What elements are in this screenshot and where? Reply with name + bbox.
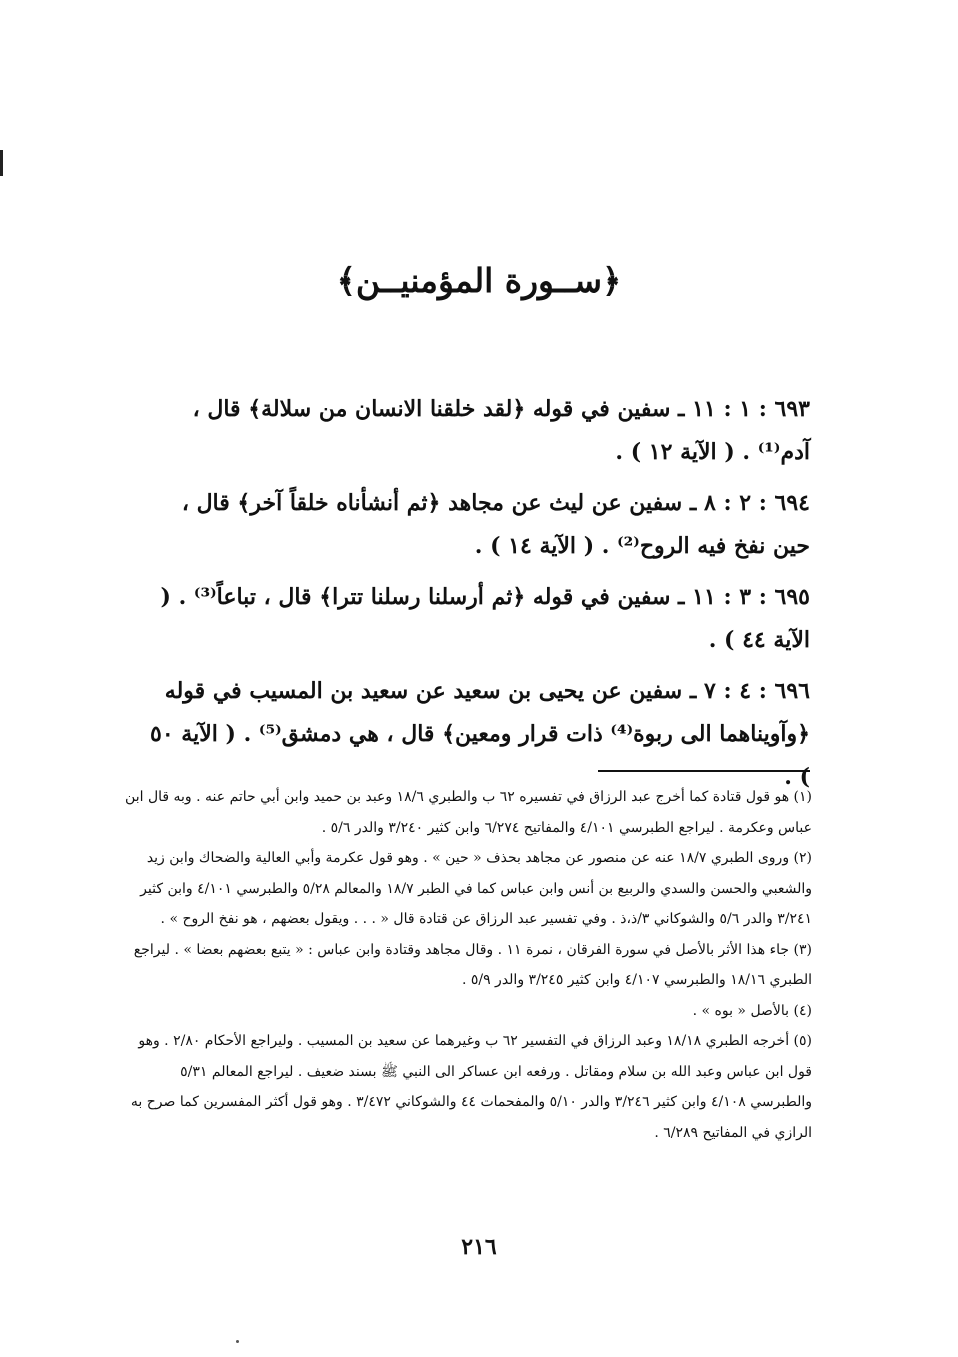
footnote-2: (٢) وروى الطبري ١٨/٧ عنه عن منصور عن مجاهد بحذف « حين » . وهو قول عكرمة وأبي العالية والضحاك وابن زيد والشعبي والحسن والسدي والربيع بن أنس وابن عباس كما في الطبر ١٨/٧ والمعالم ٥/٢٨ والطبرسي ٤/١٠١ وابن كثير ٣/٢٤١ والدر ٥/٦ والشوكاني ٣/ذ،ذ . وفي تفسير عبد الرزاق عن قتادة قال « . . . ويقول بعضهم ، هو نفخ الروح » . <box>140 850 812 927</box>
entry-694: ٦٩٤ : ٢ : ٨ ـ سفين عن ليث عن مجاهد ﴿ثم أنشأناه خلقاً آخر﴾ قال ، حين نفخ فيه الروح⁽²⁾ . ( الآية ١٤ ) . <box>181 490 810 559</box>
entry-695: ٦٩٥ : ٣ : ١١ ـ سفين في قوله ﴿ثم أرسلنا رسلنا تترا﴾ قال ، تباعاً⁽³⁾ . ( الآية ٤٤ ) . <box>160 584 810 653</box>
surah-title: ﴿ســورة المؤمنيــن﴾ <box>336 261 622 301</box>
entry-693: ٦٩٣ : ١ : ١١ ـ سفين في قوله ﴿لقد خلقنا الانسان من سلالة﴾ قال ، آدم⁽¹⁾ . ( الآية ١٢ ) . <box>192 396 810 465</box>
page-number: ٢١٦ <box>461 1234 497 1260</box>
footnote-5: (٥) أخرجه الطبري ١٨/١٨ وعبد الرزاق في التفسير ٦٢ ب وغيرهما عن سعيد بن المسيب . وليراجع الأحكام ٢/٨٠ . وهو قول ابن عباس وعبد الله بن سلام ومقاتل . ورفعه ابن عساكر الى النبي ﷺ بسند ضعيف . ليراجع المعالم ٥/٣١ والطبرسي ٤/١٠٨ وابن كثير ٣/٢٤٦ والدر ٥/١٠ والمفحمات ٤٤ والشوكاني ٣/٤٧٢ . وهو قول أكثر المفسرين كما صرح به الرازي في المفاتيح ٦/٢٨٩ . <box>130 1033 812 1141</box>
footnote-1: (١) هو قول قتادة كما أخرج عبد الرزاق في تفسيره ٦٢ ب والطبري ١٨/٦ وعبد بن حميد وابن أبي حاتم عنه . وبه قال ابن عباس وعكرمة . ليراجع الطبرسي ٤/١٠١ والمفاتيح ٦/٢٧٤ وابن كثير ٣/٢٤٠ والدر ٥/٦ . <box>125 789 812 836</box>
entry-696: ٦٩٦ : ٤ : ٧ ـ سفين عن يحيى بن سعيد عن سعيد بن المسيب في قوله ﴿وآويناهما الى ربوة⁽⁴⁾ ذات قرار ومعين﴾ قال ، هي دمشق⁽⁵⁾ . ( الآية ٥٠ ) . <box>150 678 810 790</box>
footnotes-section <box>124 782 812 1148</box>
footnote-3: (٣) جاء هذا الأثر بالأصل في سورة الفرقان ، نمرة ١١ . وقال مجاهد وقتادة وابن عباس : « يتبع بعضهم بعضا » . ليراجع الطبري ١٨/١٦ والطبرسي ٤/١٠٧ وابن كثير ٣/٢٤٥ والدر ٥/٩ . <box>133 941 812 988</box>
scan-speck <box>236 1340 239 1343</box>
scan-edge-mark <box>0 150 3 176</box>
entries-list <box>146 388 810 807</box>
footnote-divider <box>598 770 810 772</box>
footnote-4: (٤) بالأصل « بوه » . <box>692 1002 812 1019</box>
